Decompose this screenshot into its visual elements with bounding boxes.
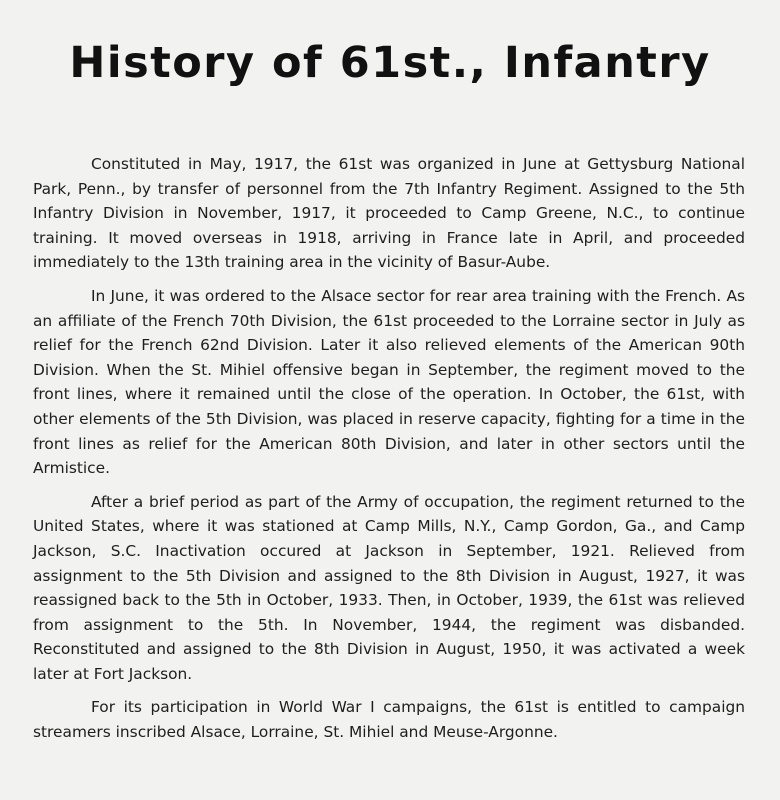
document-body xyxy=(33,152,745,745)
paragraph-campaign-streamers: For its participation in World War I campaigns, the 61st is entitled to campaign streamers inscribed Alsace, Lorraine, St. Mihiel and Meuse-Argonne. xyxy=(33,698,745,742)
page-title: History of 61st., Infantry xyxy=(69,38,711,88)
paragraph-organization: Constituted in May, 1917, the 61st was organized in June at Gettysburg National Park, Penn., by transfer of personnel from the 7th Infantry Regiment. Assigned to the 5th Infantry Division in November, 1917, it proceeded to Camp Greene, N.C., to continue training. It moved overseas in 1918, arriving in France late in April, and proceeded immediately to the 13th training area in the vicinity of Basur-Aube. xyxy=(33,155,745,272)
paragraph-wwi-service: In June, it was ordered to the Alsace sector for rear area training with the French. As an affiliate of the French 70th Division, the 61st proceeded to the Lorraine sector in July as relief for the French 62nd Division. Later it also relieved elements of the American 90th Division. When the St. Mihiel offensive began in September, the regiment moved to the front lines, where it remained until the close of the operation. In October, the 61st, with other elements of the 5th Division, was placed in reserve capacity, fighting for a time in the front lines as relief for the American 80th Division, and later in other sectors until the Armistice. xyxy=(33,286,745,478)
paragraph-postwar: After a brief period as part of the Army of occupation, the regiment returned to the United States, where it was stationed at Camp Mills, N.Y., Camp Gordon, Ga., and Camp Jackson, S.C. Inactivation occured at Jackson in September, 1921. Relieved from assignment to the 5th Division and assigned to the 8th Division in August, 1927, it was reassigned back to the 5th in October, 1933. Then, in October, 1939, the 61st was relieved from assignment to the 5th. In November, 1944, the regiment was disbanded. Reconstituted and assigned to the 8th Division in August, 1950, it was activated a week later at Fort Jackson. xyxy=(33,492,745,683)
